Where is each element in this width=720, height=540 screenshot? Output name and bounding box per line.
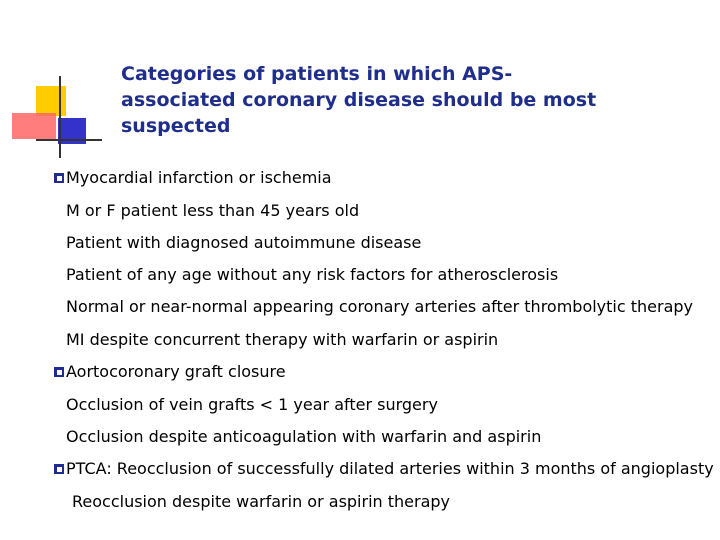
decor-vertical-line bbox=[59, 76, 61, 158]
section-heading-text: Aortocoronary graft closure bbox=[66, 362, 286, 381]
list-item: M or F patient less than 45 years old bbox=[66, 201, 360, 220]
section-heading-myocardial bbox=[54, 168, 332, 188]
list-item: Occlusion despite anticoagulation with warfarin and aspirin bbox=[66, 427, 542, 446]
list-item: Occlusion of vein grafts < 1 year after surgery bbox=[66, 395, 438, 414]
slide-title-line-2: associated coronary disease should be most bbox=[121, 89, 597, 111]
slide-title-line-3: suspected bbox=[121, 115, 231, 137]
list-item: Patient with diagnosed autoimmune disease bbox=[66, 233, 422, 252]
decor-red-square bbox=[12, 113, 56, 139]
section-heading-graft bbox=[54, 362, 286, 382]
section-heading-text: PTCA: Reocclusion of successfully dilated arteries within 3 months of angioplasty bbox=[66, 459, 714, 478]
section-heading-text: Myocardial infarction or ischemia bbox=[66, 168, 332, 187]
square-bullet-icon bbox=[54, 464, 64, 474]
list-item: Reocclusion despite warfarin or aspirin therapy bbox=[72, 492, 451, 511]
list-item: MI despite concurrent therapy with warfarin or aspirin bbox=[66, 330, 499, 349]
decor-horizontal-line bbox=[36, 139, 102, 141]
list-item: Patient of any age without any risk factors for atherosclerosis bbox=[66, 265, 559, 284]
section-heading-ptca bbox=[54, 459, 714, 479]
decor-yellow-square bbox=[36, 86, 66, 116]
square-bullet-icon bbox=[54, 367, 64, 377]
slide-title bbox=[121, 61, 641, 139]
slide-title-line-1: Categories of patients in which APS- bbox=[121, 63, 513, 85]
square-bullet-icon bbox=[54, 173, 64, 183]
list-item: Normal or near-normal appearing coronary arteries after thrombolytic therapy bbox=[66, 297, 694, 316]
